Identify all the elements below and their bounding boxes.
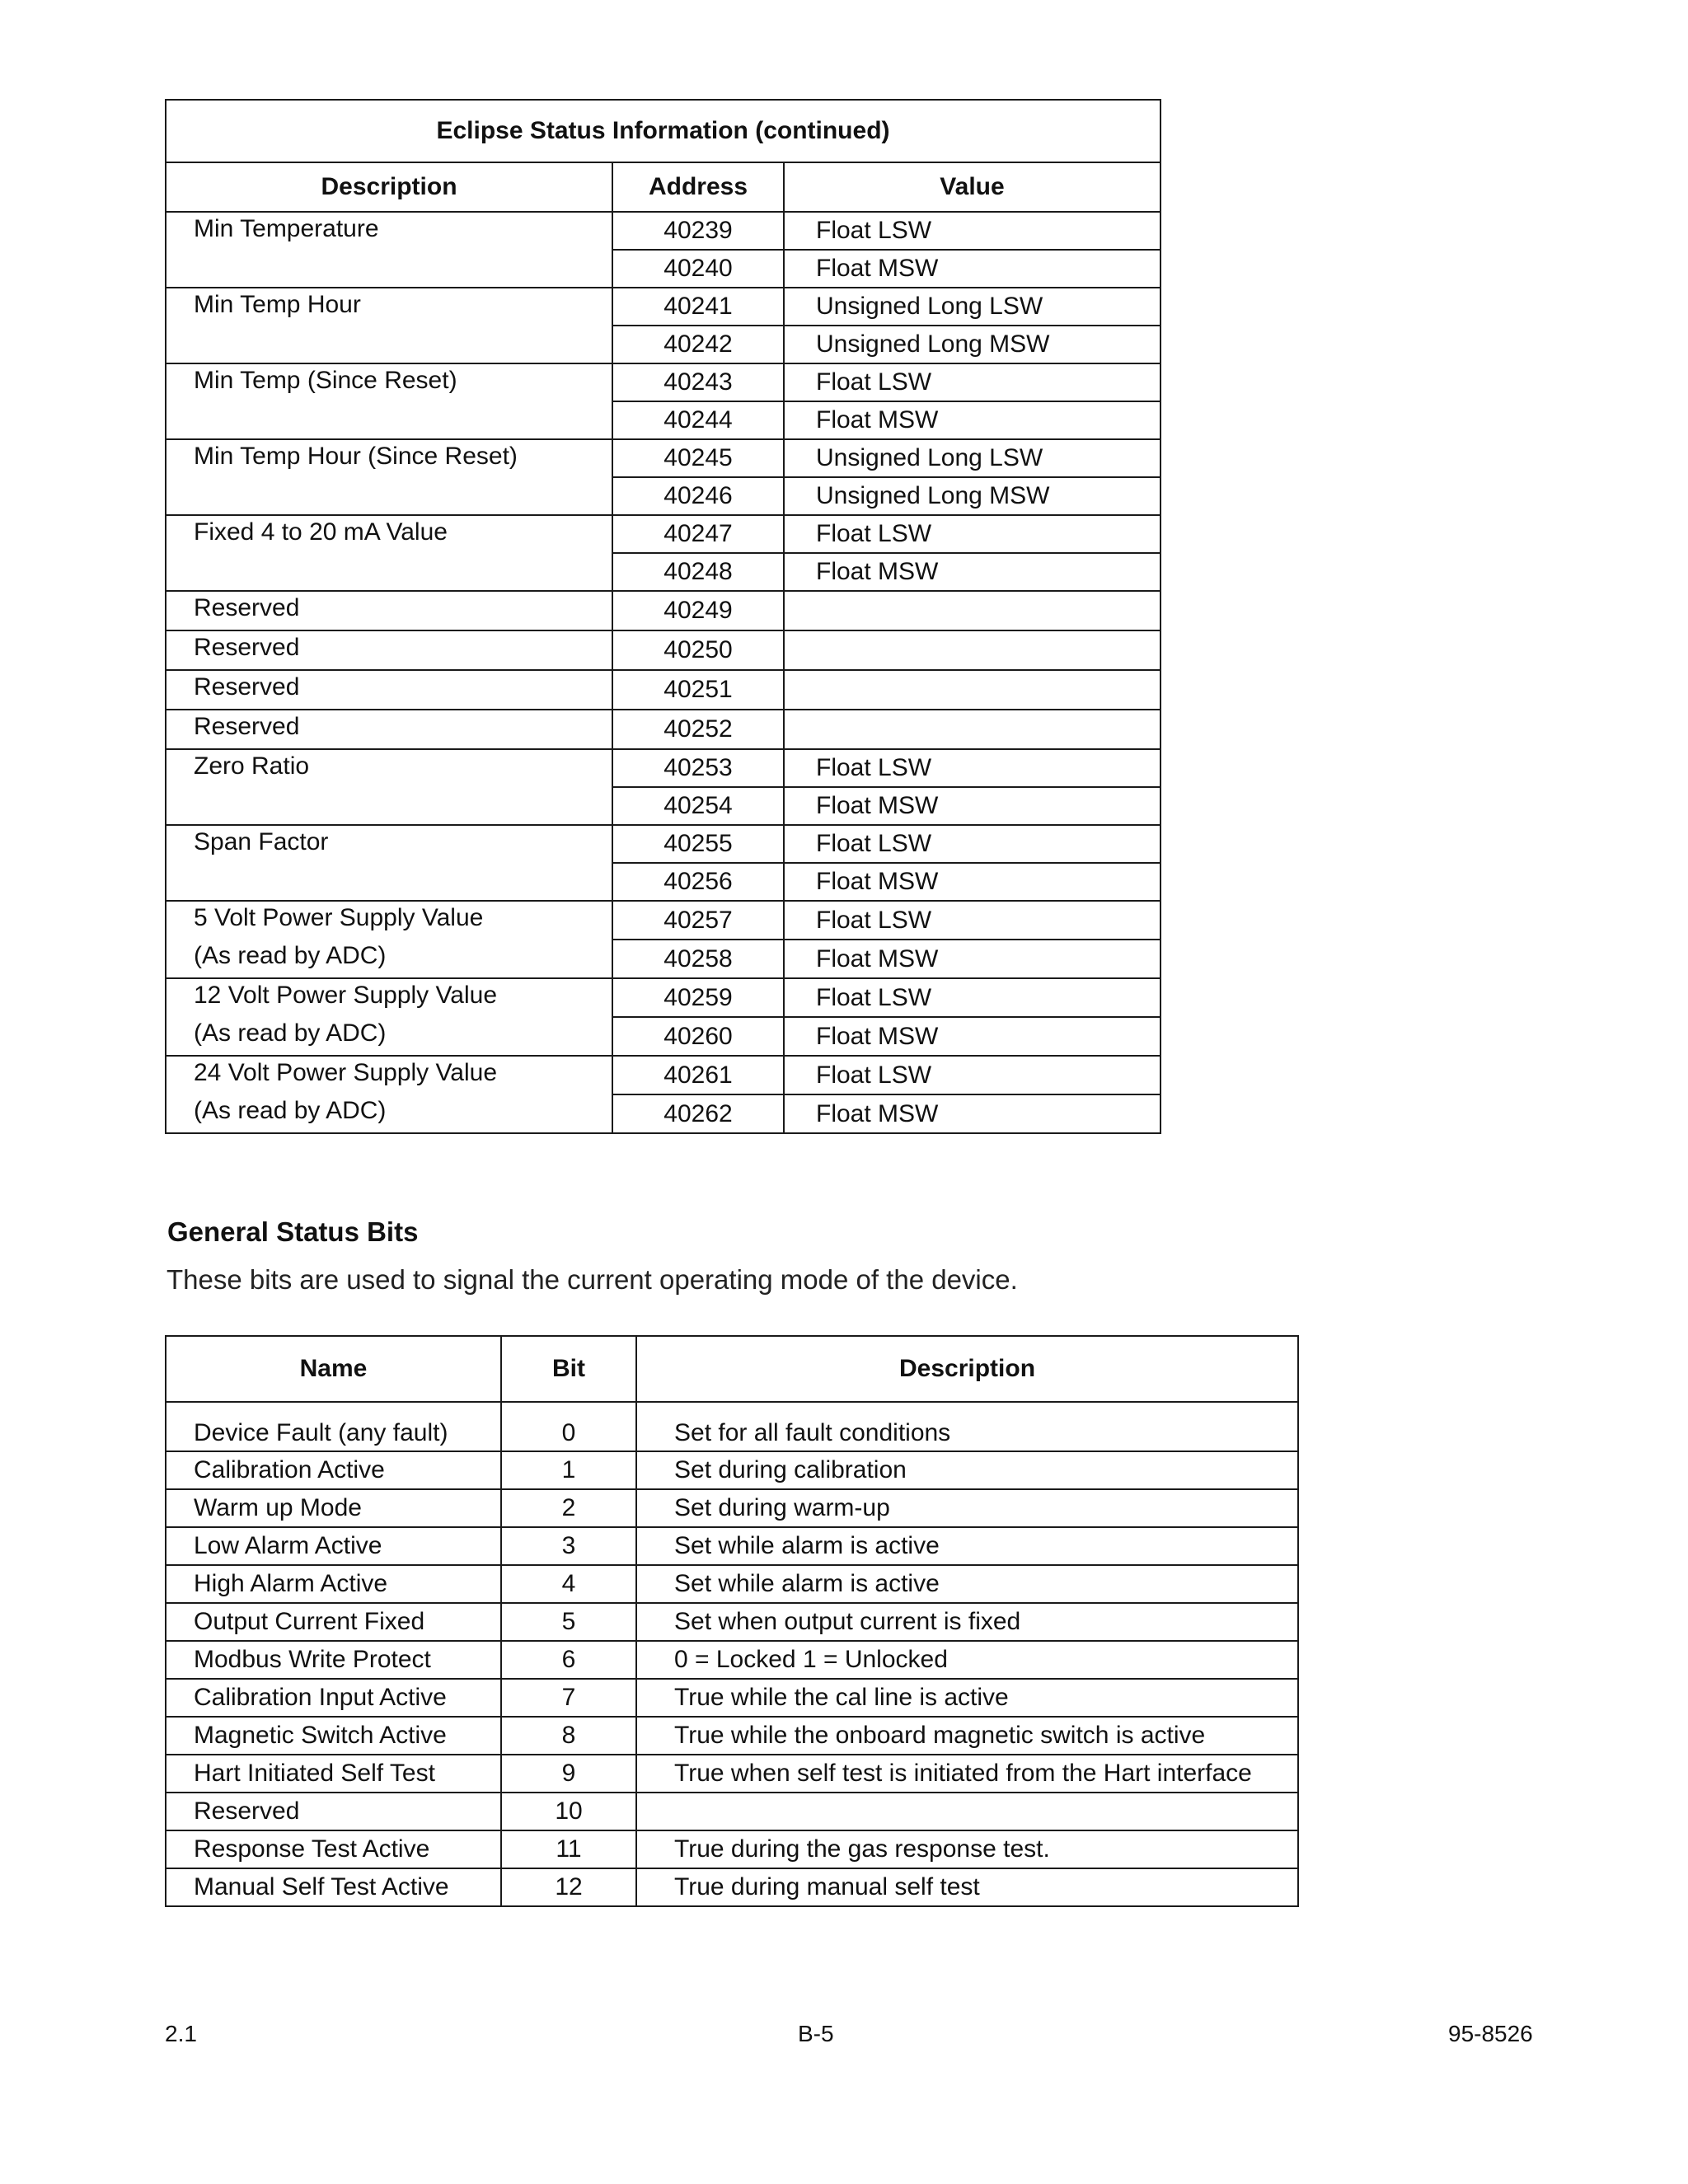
table-row — [166, 1402, 1298, 1451]
register-description-line: (As read by ADC) — [194, 1019, 387, 1047]
status-bit-description: True during manual self test — [636, 1868, 1298, 1906]
register-description-line: 12 Volt Power Supply Value — [194, 982, 498, 1009]
status-bit-name: Modbus Write Protect — [166, 1641, 501, 1679]
status-bit-description: Set while alarm is active — [636, 1527, 1298, 1565]
register-address: 40252 — [612, 710, 784, 749]
status-bit-description: Set when output current is fixed — [636, 1603, 1298, 1641]
status-bit-name: Hart Initiated Self Test — [166, 1755, 501, 1793]
register-address: 40260 — [612, 1017, 784, 1056]
register-value-type: Unsigned Long LSW — [784, 439, 1160, 477]
column-header-name: Name — [166, 1336, 501, 1402]
register-address: 40244 — [612, 401, 784, 439]
table-row — [166, 630, 1160, 670]
status-bit-description: Set for all fault conditions — [636, 1402, 1298, 1451]
register-address: 40262 — [612, 1094, 784, 1133]
table-row — [166, 749, 1160, 787]
register-description-line: Min Temperature — [194, 215, 379, 242]
register-value-type: Float MSW — [784, 940, 1160, 978]
register-description-line: (As read by ADC) — [194, 942, 387, 969]
column-header-address: Address — [612, 162, 784, 212]
register-value-type — [784, 591, 1160, 630]
register-description-line: Reserved — [194, 634, 300, 661]
table-row — [166, 978, 1160, 1017]
status-bit-description: True while the onboard magnetic switch is active — [636, 1717, 1298, 1755]
status-bit-number: 1 — [501, 1451, 636, 1489]
status-bit-description: Set while alarm is active — [636, 1565, 1298, 1603]
register-description — [166, 363, 612, 439]
table-row — [166, 1565, 1298, 1603]
section-intro: These bits are used to signal the current operating mode of the device. — [166, 1264, 1018, 1295]
table-row — [166, 710, 1160, 749]
register-description — [166, 1056, 612, 1133]
table-title-row — [166, 100, 1160, 162]
status-bit-name: Calibration Active — [166, 1451, 501, 1489]
status-bit-number: 11 — [501, 1830, 636, 1868]
table-row — [166, 212, 1160, 250]
register-address: 40246 — [612, 477, 784, 515]
register-description-line: Span Factor — [194, 828, 329, 855]
table-row — [166, 1489, 1298, 1527]
column-header-description: Description — [166, 162, 612, 212]
status-bit-name: Reserved — [166, 1793, 501, 1830]
table-row — [166, 439, 1160, 477]
register-description-line: Reserved — [194, 673, 300, 701]
register-address: 40242 — [612, 326, 784, 363]
table-header-row — [166, 1336, 1298, 1402]
register-description-line: Min Temp (Since Reset) — [194, 367, 457, 394]
register-value-type: Float LSW — [784, 363, 1160, 401]
table-row — [166, 1603, 1298, 1641]
register-description-line: Min Temp Hour — [194, 291, 361, 318]
register-description-line: Fixed 4 to 20 mA Value — [194, 518, 448, 546]
register-description — [166, 749, 612, 825]
status-bit-name: Output Current Fixed — [166, 1603, 501, 1641]
table-row — [166, 1056, 1160, 1094]
table-row — [166, 591, 1160, 630]
register-value-type: Float LSW — [784, 1056, 1160, 1094]
status-bit-number: 5 — [501, 1603, 636, 1641]
table-title: Eclipse Status Information (continued) — [166, 100, 1160, 162]
footer-revision: 2.1 — [165, 2021, 197, 2046]
register-value-type: Float LSW — [784, 515, 1160, 553]
register-address: 40243 — [612, 363, 784, 401]
register-description — [166, 591, 612, 630]
status-bit-name: Warm up Mode — [166, 1489, 501, 1527]
status-bit-name: Manual Self Test Active — [166, 1868, 501, 1906]
register-address: 40257 — [612, 901, 784, 940]
status-bit-number: 2 — [501, 1489, 636, 1527]
status-bit-name: High Alarm Active — [166, 1565, 501, 1603]
eclipse-status-table — [165, 99, 1161, 1134]
status-bit-number: 7 — [501, 1679, 636, 1717]
register-value-type: Float MSW — [784, 1094, 1160, 1133]
register-address: 40255 — [612, 825, 784, 863]
register-address: 40253 — [612, 749, 784, 787]
register-address: 40259 — [612, 978, 784, 1017]
register-description-line: 5 Volt Power Supply Value — [194, 904, 484, 931]
table-row — [166, 901, 1160, 940]
status-bit-number: 8 — [501, 1717, 636, 1755]
status-bit-description: True during the gas response test. — [636, 1830, 1298, 1868]
register-description-line: Min Temp Hour (Since Reset) — [194, 443, 518, 470]
status-bit-name: Calibration Input Active — [166, 1679, 501, 1717]
status-bit-number: 12 — [501, 1868, 636, 1906]
status-bit-number: 4 — [501, 1565, 636, 1603]
register-address: 40247 — [612, 515, 784, 553]
status-bit-name: Response Test Active — [166, 1830, 501, 1868]
status-bit-description: True when self test is initiated from the Hart interface — [636, 1755, 1298, 1793]
register-value-type: Float LSW — [784, 978, 1160, 1017]
register-value-type: Float LSW — [784, 749, 1160, 787]
section-heading: General Status Bits — [167, 1216, 419, 1247]
register-description — [166, 901, 612, 978]
register-address: 40261 — [612, 1056, 784, 1094]
register-value-type: Unsigned Long MSW — [784, 477, 1160, 515]
register-address: 40249 — [612, 591, 784, 630]
register-address: 40245 — [612, 439, 784, 477]
status-bit-name: Low Alarm Active — [166, 1527, 501, 1565]
register-description-line: Reserved — [194, 594, 300, 621]
status-bit-name: Magnetic Switch Active — [166, 1717, 501, 1755]
register-description — [166, 978, 612, 1056]
register-description — [166, 515, 612, 591]
table-row — [166, 1830, 1298, 1868]
status-bit-description: Set during warm-up — [636, 1489, 1298, 1527]
status-table-body — [166, 212, 1160, 1133]
register-address: 40241 — [612, 288, 784, 326]
register-value-type: Float LSW — [784, 212, 1160, 250]
status-bit-name: Device Fault (any fault) — [166, 1402, 501, 1451]
register-description — [166, 670, 612, 710]
bits-table-body — [166, 1402, 1298, 1906]
table-row — [166, 1527, 1298, 1565]
status-bit-number: 6 — [501, 1641, 636, 1679]
table-row — [166, 1451, 1298, 1489]
register-address: 40258 — [612, 940, 784, 978]
status-bit-description: Set during calibration — [636, 1451, 1298, 1489]
register-description-line: (As read by ADC) — [194, 1097, 387, 1124]
register-value-type — [784, 670, 1160, 710]
status-bit-number: 9 — [501, 1755, 636, 1793]
column-header-bit: Bit — [501, 1336, 636, 1402]
table-row — [166, 288, 1160, 326]
status-bit-number: 10 — [501, 1793, 636, 1830]
register-value-type: Unsigned Long LSW — [784, 288, 1160, 326]
register-description — [166, 825, 612, 901]
register-value-type: Float MSW — [784, 401, 1160, 439]
register-value-type: Float LSW — [784, 825, 1160, 863]
register-address: 40239 — [612, 212, 784, 250]
table-row — [166, 363, 1160, 401]
general-status-bits-table — [165, 1335, 1299, 1907]
register-description — [166, 212, 612, 288]
register-address: 40250 — [612, 630, 784, 670]
register-description — [166, 630, 612, 670]
register-description — [166, 288, 612, 363]
register-value-type — [784, 710, 1160, 749]
column-header-description: Description — [636, 1336, 1298, 1402]
table-row — [166, 515, 1160, 553]
table-row — [166, 1793, 1298, 1830]
register-value-type: Float MSW — [784, 1017, 1160, 1056]
table-row — [166, 1755, 1298, 1793]
register-address: 40251 — [612, 670, 784, 710]
table-row — [166, 1717, 1298, 1755]
register-description-line: Reserved — [194, 713, 300, 740]
register-address: 40240 — [612, 250, 784, 288]
register-address: 40254 — [612, 787, 784, 825]
table-row — [166, 825, 1160, 863]
status-bit-description: True while the cal line is active — [636, 1679, 1298, 1717]
register-address: 40248 — [612, 553, 784, 591]
register-description-line: 24 Volt Power Supply Value — [194, 1059, 498, 1086]
register-value-type — [784, 630, 1160, 670]
table-row — [166, 1641, 1298, 1679]
register-value-type: Float MSW — [784, 250, 1160, 288]
register-value-type: Float MSW — [784, 787, 1160, 825]
footer-page-number: B-5 — [798, 2021, 834, 2046]
register-description — [166, 710, 612, 749]
table-header-row — [166, 162, 1160, 212]
status-bit-number: 0 — [501, 1402, 636, 1451]
register-value-type: Unsigned Long MSW — [784, 326, 1160, 363]
status-bit-number: 3 — [501, 1527, 636, 1565]
register-value-type: Float MSW — [784, 863, 1160, 901]
status-bit-description — [636, 1793, 1298, 1830]
footer-document-number: 95-8526 — [1448, 2021, 1533, 2046]
column-header-value: Value — [784, 162, 1160, 212]
register-value-type: Float LSW — [784, 901, 1160, 940]
table-row — [166, 670, 1160, 710]
status-bit-description: 0 = Locked 1 = Unlocked — [636, 1641, 1298, 1679]
table-row — [166, 1868, 1298, 1906]
register-value-type: Float MSW — [784, 553, 1160, 591]
register-description-line: Zero Ratio — [194, 752, 310, 780]
register-address: 40256 — [612, 863, 784, 901]
register-description — [166, 439, 612, 515]
table-row — [166, 1679, 1298, 1717]
